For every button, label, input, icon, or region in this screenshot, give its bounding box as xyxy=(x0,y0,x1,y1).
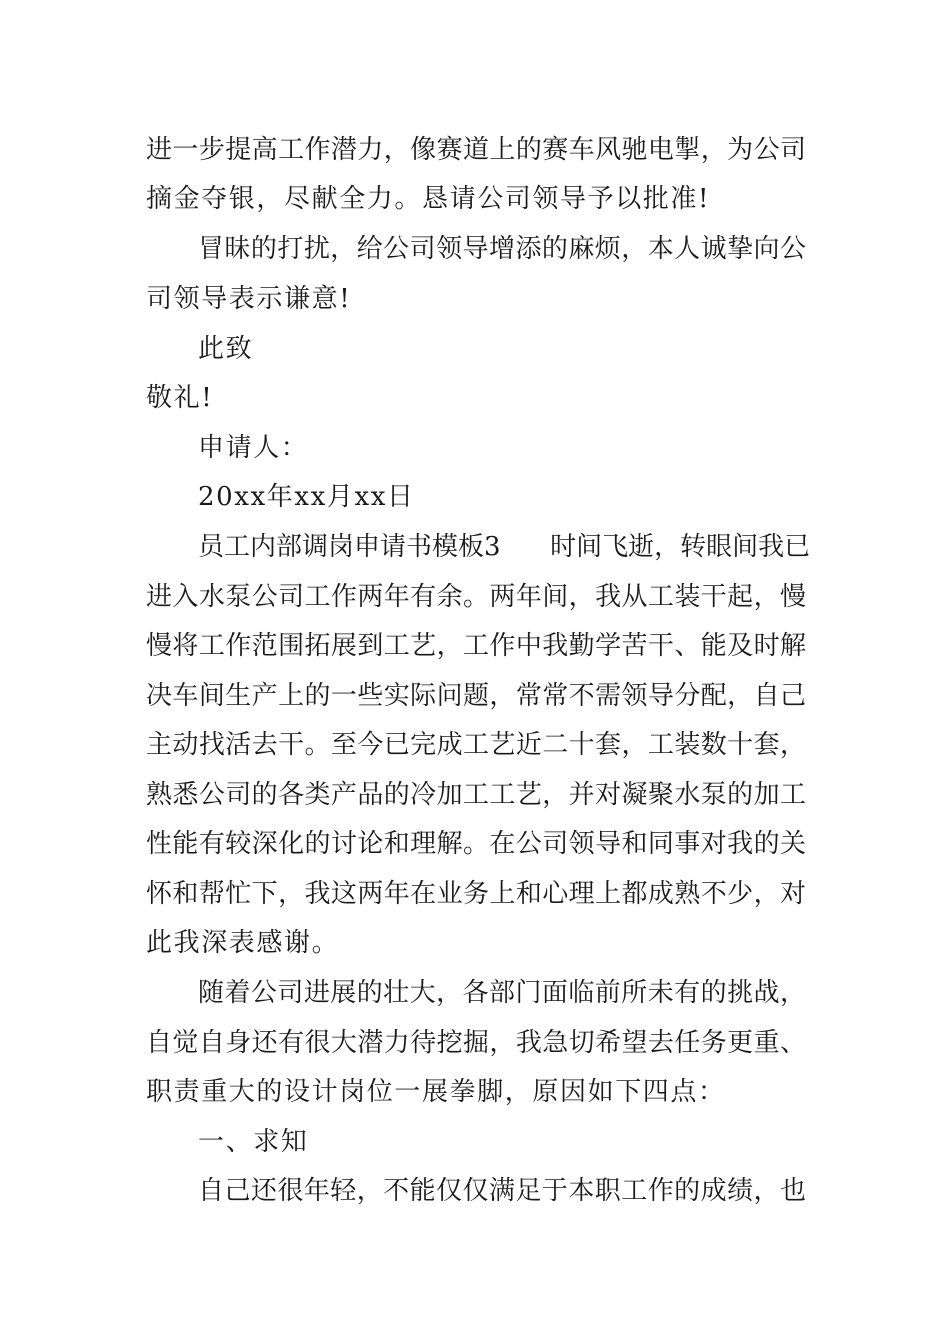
text-line: 职责重大的设计岗位一展拳脚，原因如下四点： xyxy=(146,1077,726,1107)
text-line: 自觉自身还有很大潜力待挖掘，我急切希望去任务更重、 xyxy=(146,1028,806,1058)
text-line: 敬礼! xyxy=(146,383,214,413)
text-line: 性能有较深化的讨论和理解。在公司领导和同事对我的关 xyxy=(146,829,806,859)
text-line: 进入水泵公司工作两年有余。两年间，我从工装干起，慢 xyxy=(146,582,806,612)
text-line: 摘金夺银，尽献全力。恳请公司领导予以批准! xyxy=(146,184,711,214)
text-line: 申请人： xyxy=(198,433,309,463)
text-line: 冒昧的打扰，给公司领导增添的麻烦，本人诚挚向公 xyxy=(198,234,806,264)
text-line: 进一步提高工作潜力，像赛道上的赛车风驰电掣，为公司 xyxy=(146,135,806,165)
text-line: 熟悉公司的各类产品的冷加工工艺，并对凝聚水泵的加工 xyxy=(146,780,806,810)
text-line: 怀和帮忙下，我这两年在业务上和心理上都成熟不少，对 xyxy=(146,879,806,909)
text-line: 决车间生产上的一些实际问题，常常不需领导分配，自己 xyxy=(146,681,806,711)
text-line: 此我深表感谢。 xyxy=(146,928,340,958)
text-line: 员工内部调岗申请书模板3 时间飞逝，转眼间我已 xyxy=(198,532,811,562)
text-line: 自己还很年轻，不能仅仅满足于本职工作的成绩，也 xyxy=(198,1176,806,1206)
text-line: 慢将工作范围拓展到工艺，工作中我勤学苦干、能及时解 xyxy=(146,631,806,661)
text-line: 20xx年xx月xx日 xyxy=(198,482,415,512)
text-line: 主动找活去干。至今已完成工艺近二十套，工装数十套， xyxy=(146,730,806,760)
text-line: 随着公司进展的壮大，各部门面临前所未有的挑战， xyxy=(198,978,806,1008)
text-line: 一、求知 xyxy=(198,1127,309,1157)
text-line: 此致 xyxy=(198,334,254,364)
text-line: 司领导表示谦意! xyxy=(146,284,352,314)
